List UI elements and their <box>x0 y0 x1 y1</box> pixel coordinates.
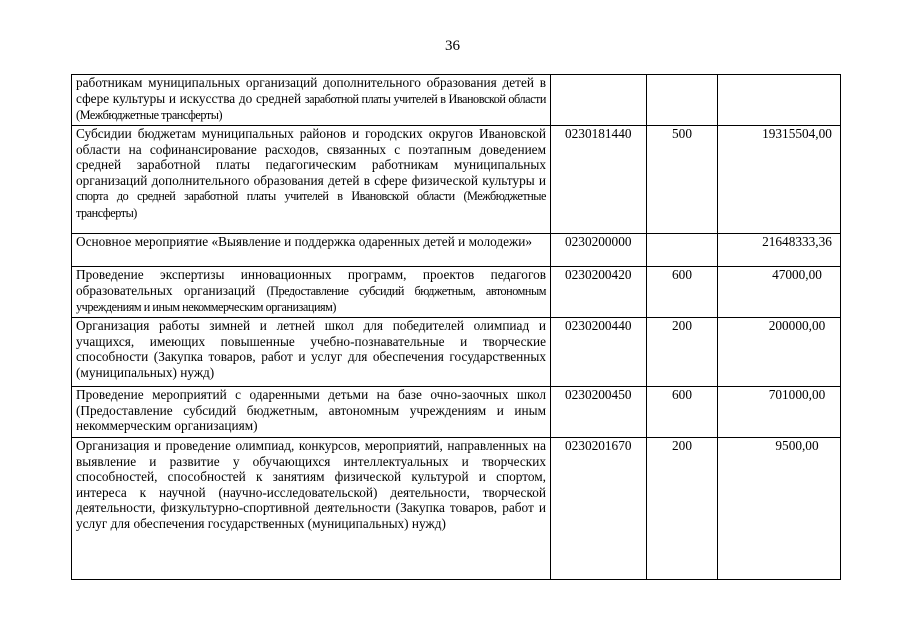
row-target-code: 0230200420 <box>551 267 647 318</box>
row-description: Основное мероприятие «Выявление и поддержка одаренных детей и молодежи» <box>72 234 551 267</box>
table-row <box>72 234 841 267</box>
row-target-code: 0230201670 <box>551 438 647 580</box>
table-row <box>72 387 841 438</box>
row-description: Организация работы зимней и летней школ для победителей олимпиад и учащихся, имеющих повышенные учебно-познавательные и творческие способности (Закупка товаров, работ и услуг для обеспечения государственных (муниципальных) нужд) <box>72 318 551 387</box>
table-row <box>72 126 841 234</box>
row-expense-type: 200 <box>647 438 718 580</box>
row-description: Проведение мероприятий с одаренными детьми на базе очно-заочных школ (Предоставление субсидий бюджетным, автономным учреждениям и иным некоммерческим организациям) <box>72 387 551 438</box>
row-expense-type <box>647 75 718 126</box>
row-amount: 200000,00 <box>718 318 841 387</box>
row-amount: 47000,00 <box>718 267 841 318</box>
row-expense-type: 600 <box>647 387 718 438</box>
row-expense-type: 200 <box>647 318 718 387</box>
row-description: Проведение экспертизы инновационных программ, проектов педагогов образовательных организаций (Предоставление субсидий бюджетным, автономным учреждениям и иным некоммерческим организациям) <box>72 267 551 318</box>
row-target-code: 0230200000 <box>551 234 647 267</box>
page-number: 36 <box>445 38 460 54</box>
row-expense-type <box>647 234 718 267</box>
row-target-code: 0230200440 <box>551 318 647 387</box>
row-amount: 19315504,00 <box>718 126 841 234</box>
row-amount <box>718 75 841 126</box>
table-row <box>72 267 841 318</box>
row-amount: 701000,00 <box>718 387 841 438</box>
row-expense-type: 500 <box>647 126 718 234</box>
row-description: работникам муниципальных организаций дополнительного образования детей в сфере культуры и искусства до средней заработной платы учителей в Ивановской области (Межбюджетные трансферты) <box>72 75 551 126</box>
row-amount: 9500,00 <box>718 438 841 580</box>
row-expense-type: 600 <box>647 267 718 318</box>
row-target-code: 0230181440 <box>551 126 647 234</box>
row-target-code: 0230200450 <box>551 387 647 438</box>
table-row <box>72 75 841 126</box>
budget-table <box>71 74 841 580</box>
row-target-code <box>551 75 647 126</box>
row-description: Субсидии бюджетам муниципальных районов и городских округов Ивановской области на софинансирование расходов, связанных с поэтапным доведением средней заработной платы педагогическим работникам муниципальных организаций дополнительного образования детей в сфере физической культуры и спорта до средней заработной платы учителей в Ивановской области (Межбюджетные трансферты) <box>72 126 551 234</box>
row-amount: 21648333,36 <box>718 234 841 267</box>
table-row <box>72 438 841 580</box>
row-description: Организация и проведение олимпиад, конкурсов, мероприятий, направленных на выявление и развитие у обучающихся интеллектуальных и творческих способностей, способностей к занятиям физической культурой и спортом, интереса к научной (научно-исследовательской) деятельности, творческой деятельности, физкультурно-спортивной деятельности (Закупка товаров, работ и услуг для обеспечения государственных (муниципальных) нужд) <box>72 438 551 580</box>
table-row <box>72 318 841 387</box>
